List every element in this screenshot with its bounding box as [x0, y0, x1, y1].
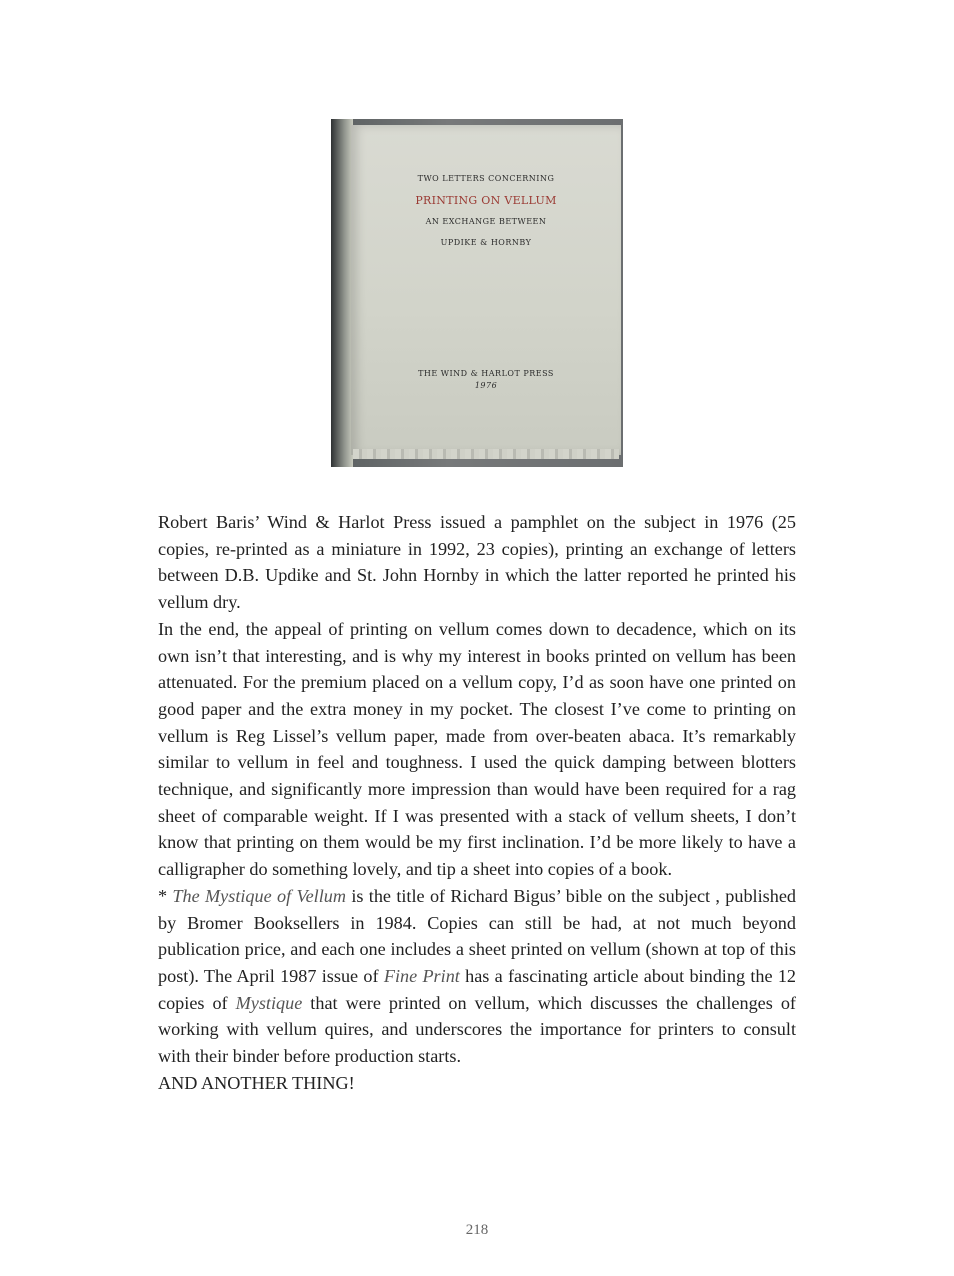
page-number: 218 [465, 1222, 489, 1238]
paragraph-3-part-1: is the title of Richard Bigus’ bible on the subject , published by Bromer Booksellers in 1984. Copies can still be had, at not much beyond publication price, and each one includes a sheet printed on vellum (shown at top of this post). The April 1987 issue of [158, 885, 796, 986]
photo-spine-shadow [331, 119, 353, 467]
book-title-mystique-of-vellum: The Mystique of Vellum [172, 885, 346, 906]
paragraph-3-part-3: that were printed on vellum, which discusses the challenges of working with vellum quires, and underscores the importance for printers to consult with their binder before production starts. [158, 992, 796, 1067]
photo-line-1: TWO LETTERS CONCERNING [417, 174, 555, 183]
paragraph-1: Robert Baris’ Wind & Harlot Press issued a pamphlet on the subject in 1976 (25 copies, re-printed as a miniature in 1992, 23 copies), printing an exchange of letters between D.B. Updike and St. John Hornby in which the latter reported he printed his vellum dry. [158, 512, 796, 613]
magazine-title-fine-print: Fine Print [383, 965, 460, 986]
photo-year: 1976 [474, 381, 498, 390]
paragraph-4: AND ANOTHER THING! [158, 1072, 355, 1093]
body-text [158, 509, 796, 1096]
book-title-page-photo [331, 119, 623, 467]
photo-deckle-edge [353, 449, 619, 459]
photo-title: PRINTING ON VELLUM [415, 194, 557, 207]
book-title-mystique: Mystique [235, 992, 303, 1013]
footnote-star: * [158, 885, 173, 906]
paragraph-3-part-2: has a fascinating article about binding the 12 copies of [158, 965, 797, 1013]
photo-line-4: UPDIKE & HORNBY [440, 238, 532, 247]
paragraph-2: In the end, the appeal of printing on vellum comes down to decadence, which on its own isn’t that interesting, and is why my interest in books printed on vellum has been attenuated. For the premium placed on a vellum copy, I’d as soon have one printed on good paper and the extra money in my pocket. The closest I’ve come to printing on vellum is Reg Lissel’s vellum paper, made from over-beaten abaca. It’s remarkably similar to vellum in feel and toughness. I used the quick damping between blotters technique, and significantly more impression than would have been required for a rag sheet of comparable weight. If I was presented with a stack of vellum sheets, I don’t know that printing on them would be my first inclination. I’d be more likely to have a calligrapher do something lovely, and tip a sheet into copies of a book. [158, 618, 796, 880]
paragraph-3 [158, 883, 796, 1070]
photo-line-3: AN EXCHANGE BETWEEN [425, 217, 547, 226]
photo-press: THE WIND & HARLOT PRESS [418, 369, 554, 378]
